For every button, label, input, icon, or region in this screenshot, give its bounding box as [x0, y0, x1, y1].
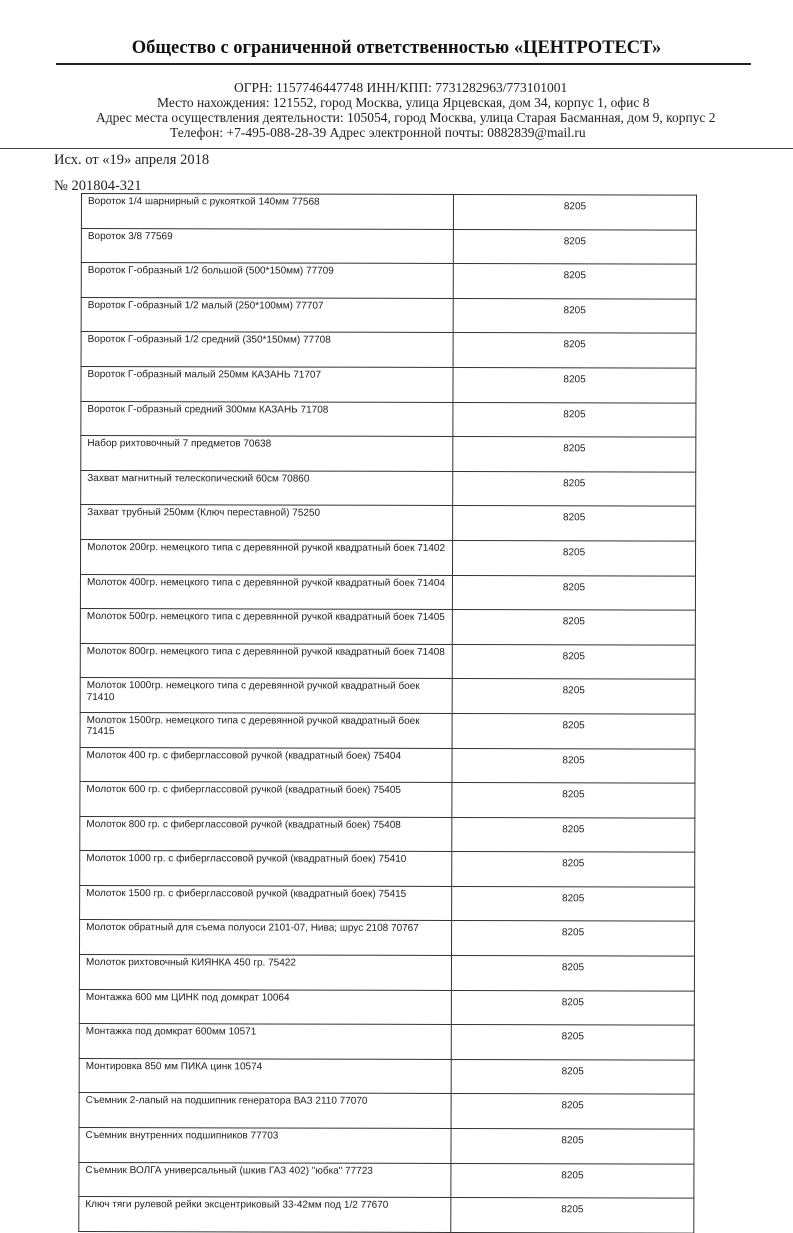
tn-ved-code-cell: 8205	[452, 783, 695, 818]
table-row	[80, 851, 695, 887]
table-row	[80, 678, 695, 714]
header-ogrn-line: ОГРН: 1157746447748 ИНН/КПП: 7731282963/773101001	[234, 80, 568, 95]
table-row	[80, 920, 695, 956]
header-activity-address-line: Адрес места осуществления деятельности: 105054, город Москва, улица Старая Басманная, дом 9, корпус 2	[96, 110, 716, 125]
product-name-cell: Молоток обратный для съема полуоси 2101-07, Нива; шрус 2108 70767	[80, 920, 452, 956]
header-contacts-line: Телефон: +7-495-088-28-39 Адрес электронной почты: 0882839@mail.ru	[170, 125, 586, 140]
tn-ved-code-cell: 8205	[451, 990, 694, 1025]
table-row	[79, 989, 694, 1025]
product-name-cell: Монтажка под домкрат 600мм 10571	[79, 1024, 451, 1060]
tn-ved-code-cell: 8205	[453, 367, 696, 402]
table-row	[79, 955, 694, 991]
product-name-cell: Молоток 1000 гр. с фиберглассовой ручкой (квадратный боек) 75410	[80, 851, 452, 887]
table-row	[80, 643, 695, 679]
product-name-cell: Молоток 1500 гр. с фиберглассовой ручкой (квадратный боек) 75415	[80, 885, 452, 921]
tn-ved-code-cell: 8205	[451, 956, 694, 991]
product-name-cell: Вороток 3/8 77569	[81, 228, 453, 264]
tn-ved-code-cell: 8205	[452, 679, 695, 714]
header-bottom-rule	[0, 148, 793, 149]
tn-ved-code-cell: 8205	[453, 506, 696, 541]
table-row	[79, 1058, 694, 1094]
table-row	[80, 747, 695, 783]
product-name-cell: Молоток 200гр. немецкого типа с деревянной ручкой квадратный боек 71402	[81, 539, 453, 575]
tn-ved-code-cell: 8205	[451, 1094, 694, 1129]
product-name-cell: Вороток Г-образный 1/2 малый (250*100мм) 77707	[81, 297, 453, 333]
tn-ved-code-cell: 8205	[452, 610, 695, 645]
goods-table-body	[79, 194, 697, 1233]
table-row	[81, 263, 696, 299]
table-row	[81, 401, 696, 437]
tn-ved-code-cell: 8205	[453, 471, 696, 506]
table-row	[80, 712, 695, 748]
product-name-cell: Захват магнитный телескопический 60см 70860	[81, 470, 453, 506]
table-row	[81, 505, 696, 541]
tn-ved-code-cell: 8205	[453, 229, 696, 264]
product-name-cell: Молоток 800 гр. с фиберглассовой ручкой (квадратный боек) 75408	[80, 816, 452, 852]
table-row	[80, 782, 695, 818]
table-row	[79, 1162, 694, 1198]
table-row	[79, 1093, 694, 1129]
product-name-cell: Ключ тяги рулевой рейки эксцентриковый 33-42мм под 1/2 77670	[79, 1197, 451, 1233]
table-row	[81, 194, 696, 230]
product-name-cell: Съемник 2-лапый на подшипник генератора ВАЗ 2110 77070	[79, 1093, 451, 1129]
table-row	[81, 297, 696, 333]
table-row	[81, 228, 696, 264]
product-name-cell: Молоток рихтовочный КИЯНКА 450 гр. 75422	[79, 955, 451, 991]
tn-ved-code-cell: 8205	[452, 713, 695, 748]
tn-ved-code-cell: 8205	[451, 1059, 694, 1094]
product-name-cell: Съемник внутренних подшипников 77703	[79, 1128, 451, 1164]
outgoing-date: Исх. от «19» апреля 2018	[54, 152, 210, 168]
table-row	[79, 1024, 694, 1060]
tn-ved-code-cell: 8205	[451, 1163, 694, 1198]
header-location-line: Место нахождения: 121552, город Москва, улица Ярцевская, дом 34, корпус 1, офис 8	[157, 95, 650, 110]
product-name-cell: Вороток Г-образный 1/2 большой (500*150мм) 77709	[81, 263, 453, 299]
tn-ved-code-cell: 8205	[453, 540, 696, 575]
tn-ved-code-cell: 8205	[453, 264, 696, 299]
goods-table	[78, 193, 697, 1233]
product-name-cell: Вороток Г-образный 1/2 средний (350*150мм) 77708	[81, 332, 453, 368]
product-name-cell: Монтировка 850 мм ПИКА цинк 10574	[79, 1058, 451, 1094]
table-row	[79, 1197, 694, 1233]
product-name-cell: Набор рихтовочный 7 предметов 70638	[81, 436, 453, 472]
tn-ved-code-cell: 8205	[451, 1129, 694, 1164]
tn-ved-code-cell: 8205	[452, 817, 695, 852]
tn-ved-code-cell: 8205	[452, 921, 695, 956]
product-name-cell: Молоток 400 гр. с фиберглассовой ручкой (квадратный боек) 75404	[80, 747, 452, 783]
table-row	[81, 332, 696, 368]
company-title: Общество с ограниченной ответственностью «ЦЕНТРОТЕСТ»	[131, 38, 662, 58]
table-row	[79, 1128, 694, 1164]
product-name-cell: Молоток 500гр. немецкого типа с деревянной ручкой квадратный боек 71405	[80, 609, 452, 645]
product-name-cell: Молоток 400гр. немецкого типа с деревянной ручкой квадратный боек 71404	[80, 574, 452, 610]
table-row	[80, 816, 695, 852]
table-row	[81, 470, 696, 506]
product-name-cell: Монтажка 600 мм ЦИНК под домкрат 10064	[79, 989, 451, 1025]
table-row	[80, 885, 695, 921]
outgoing-number: № 201804-321	[54, 178, 142, 194]
tn-ved-code-cell: 8205	[452, 748, 695, 783]
tn-ved-code-cell: 8205	[453, 194, 696, 229]
tn-ved-code-cell: 8205	[452, 644, 695, 679]
product-name-cell: Молоток 600 гр. с фиберглассовой ручкой (квадратный боек) 75405	[80, 782, 452, 818]
table-row	[81, 366, 696, 402]
product-name-cell: Молоток 1500гр. немецкого типа с деревянной ручкой квадратный боек 71415	[80, 712, 452, 748]
product-name-cell: Съемник ВОЛГА универсальный (шкив ГАЗ 402) "юбка" 77723	[79, 1162, 451, 1198]
table-row	[81, 539, 696, 575]
tn-ved-code-cell: 8205	[451, 1025, 694, 1060]
tn-ved-code-cell: 8205	[453, 298, 696, 333]
table-row	[80, 574, 695, 610]
tn-ved-code-cell: 8205	[452, 575, 695, 610]
product-name-cell: Вороток 1/4 шарнирный с рукояткой 140мм 77568	[81, 194, 453, 230]
tn-ved-code-cell: 8205	[451, 1198, 694, 1233]
tn-ved-code-cell: 8205	[453, 437, 696, 472]
tn-ved-code-cell: 8205	[452, 852, 695, 887]
product-name-cell: Вороток Г-образный малый 250мм КАЗАНЬ 71707	[81, 366, 453, 402]
tn-ved-code-cell: 8205	[453, 333, 696, 368]
product-name-cell: Молоток 1000гр. немецкого типа с деревянной ручкой квадратный боек 71410	[80, 678, 452, 714]
product-name-cell: Молоток 800гр. немецкого типа с деревянной ручкой квадратный боек 71408	[80, 643, 452, 679]
tn-ved-code-cell: 8205	[453, 402, 696, 437]
tn-ved-code-cell: 8205	[452, 886, 695, 921]
table-row	[80, 609, 695, 645]
product-name-cell: Вороток Г-образный средний 300мм КАЗАНЬ 71708	[81, 401, 453, 437]
table-row	[81, 436, 696, 472]
product-name-cell: Захват трубный 250мм (Ключ переставной) 75250	[81, 505, 453, 541]
header-top-rule	[56, 63, 751, 65]
